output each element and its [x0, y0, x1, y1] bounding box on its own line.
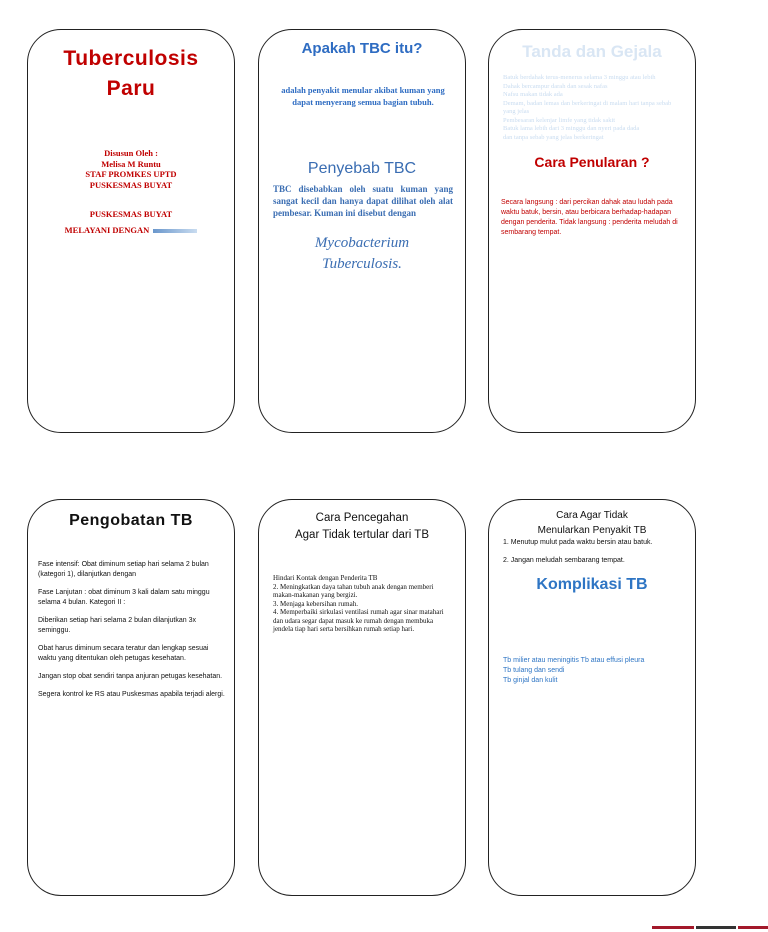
cover-title-line2: Paru — [106, 77, 156, 100]
avoid-step: 2. Jangan meludah sembarang tempat. — [503, 557, 625, 564]
cause-text: TBC disebabkan oleh suatu kuman yang sangat kecil dan hanya dapat dilihat oleh alat pembesar. Kuman ini disebut dengan — [273, 184, 453, 218]
author-block — [28, 148, 234, 190]
transmission-text: Secara langsung : dari percikan dahak atau ludah pada waktu batuk, bersin, atau berbicara berhadap-hadapan dengan penderita. Tidak langsung : penderita meludah di sembarang tempat. — [501, 199, 678, 236]
avoid-steps — [503, 538, 689, 566]
footer-accent-red-2 — [738, 926, 768, 929]
footer-accent-dark — [696, 926, 736, 929]
avoid-spreading-panel — [488, 499, 696, 896]
author-line: Disusun Oleh : — [104, 148, 158, 158]
faded-symptom: Nafsu makan tidak ada — [503, 91, 563, 98]
avoid-title-line1: Cara Agar Tidak — [556, 510, 628, 521]
prevention-item: 2. Meningkatkan daya tahan tubuh anak dengan memberi makan-makanan yang bergizi. — [273, 582, 434, 599]
faded-symptom: Demam, badan lemas dan berkeringat di malam hari tanpa sebab yang jelas — [503, 99, 672, 115]
faded-symptom: dan tanpa sebab yang jelas berkeringat — [503, 133, 604, 141]
complication-item: Tb tulang dan sendi — [503, 667, 565, 674]
faded-symptoms-title: Tanda dan Gejala — [522, 42, 662, 61]
prevention-title-line1: Cara Pencegahan — [315, 512, 409, 524]
treatment-title: Pengobatan TB — [69, 512, 193, 529]
tbc-definition: adalah penyakit menular akibat kuman yang dapat menyerang semua bagian tubuh. — [281, 85, 445, 107]
transmission-panel — [488, 29, 696, 433]
what-is-tbc-title: Apakah TBC itu? — [301, 40, 423, 57]
treatment-paragraph: Fase Lanjutan : obat diminum 3 kali dalam satu minggu selama 4 bulan. Kategori II : — [38, 589, 210, 606]
bacterium-line1: Mycobacterium — [314, 235, 410, 251]
complication-title: Komplikasi TB — [536, 576, 648, 593]
faded-symptoms-list — [503, 74, 683, 142]
prevention-item: 3. Menjaga kebersihan rumah. — [273, 599, 358, 608]
author-line: STAF PROMKES UPTD — [85, 169, 177, 179]
complication-list — [503, 656, 689, 686]
bacterium-line2: Tuberculosis. — [322, 256, 402, 272]
faded-symptom: Dahak bercampur darah dan sesak nafas — [503, 82, 608, 90]
author-line: PUSKESMAS BUYAT — [89, 179, 173, 190]
service-block — [28, 206, 234, 238]
author-line: Melisa M Runtu — [101, 158, 161, 169]
faded-word-decoration — [153, 229, 197, 233]
prevention-title — [259, 510, 465, 544]
treatment-paragraph: Obat harus diminum secara teratur dan lengkap sesuai waktu yang ditentukan oleh petugas kesehatan. — [38, 645, 209, 662]
prevention-panel — [258, 499, 466, 896]
service-line1: PUSKESMAS BUYAT — [89, 209, 173, 219]
treatment-panel — [27, 499, 235, 896]
complication-item: Tb milier atau meningitis Tb atau effusi pleura — [503, 657, 645, 664]
treatment-paragraph: Jangan stop obat sendiri tanpa anjuran petugas kesehatan. — [38, 673, 223, 680]
prevention-list — [273, 574, 453, 634]
complication-item: Tb ginjal dan kulit — [503, 677, 558, 684]
cover-panel — [27, 29, 235, 433]
footer-accent-red — [652, 926, 694, 929]
faded-symptom: Batuk berdahak terus-menerus selama 3 minggu atau lebih — [503, 74, 656, 81]
treatment-paragraph: Segera kontrol ke RS atau Puskesmas apabila terjadi alergi. — [38, 691, 225, 698]
faded-symptom: Pembesaran kelenjar limfe yang tidak sakit — [503, 116, 616, 124]
prevention-title-line2: Agar Tidak tertular dari TB — [294, 529, 429, 541]
avoid-title-line2: Menularkan Penyakit TB — [537, 525, 647, 536]
avoid-step: 1. Menutup mulut pada waktu bersin atau batuk. — [503, 539, 653, 546]
faded-symptom: Batuk lama lebih dari 3 minggu dan nyeri pada dada — [503, 125, 640, 132]
treatment-paragraph: Diberikan setiap hari selama 2 bulan dilanjutkan 3x seminggu. — [38, 617, 196, 634]
prevention-item: 4. Memperbaiki sirkulasi ventilasi rumah agar sinar matahari dan udara segar dapat masuk ke rumah dengan membuka jendela tiap hari serta bersihkan rumah setiap hari. — [273, 608, 444, 633]
treatment-list — [38, 560, 226, 708]
treatment-paragraph: Fase intensif: Obat diminum setiap hari selama 2 bulan (kategori 1), dilanjutkan dengan — [38, 561, 209, 578]
cause-title: Penyebab TBC — [307, 160, 417, 177]
prevention-item: Hindari Kontak dengan Penderita TB — [273, 574, 378, 582]
cover-title-line1: Tuberculosis — [63, 47, 199, 70]
transmission-title: Cara Penularan ? — [534, 154, 650, 170]
bacterium-name — [259, 233, 465, 275]
what-is-tbc-panel — [258, 29, 466, 433]
avoid-spreading-title — [489, 508, 695, 538]
service-line2: MELAYANI DENGAN — [28, 222, 234, 238]
